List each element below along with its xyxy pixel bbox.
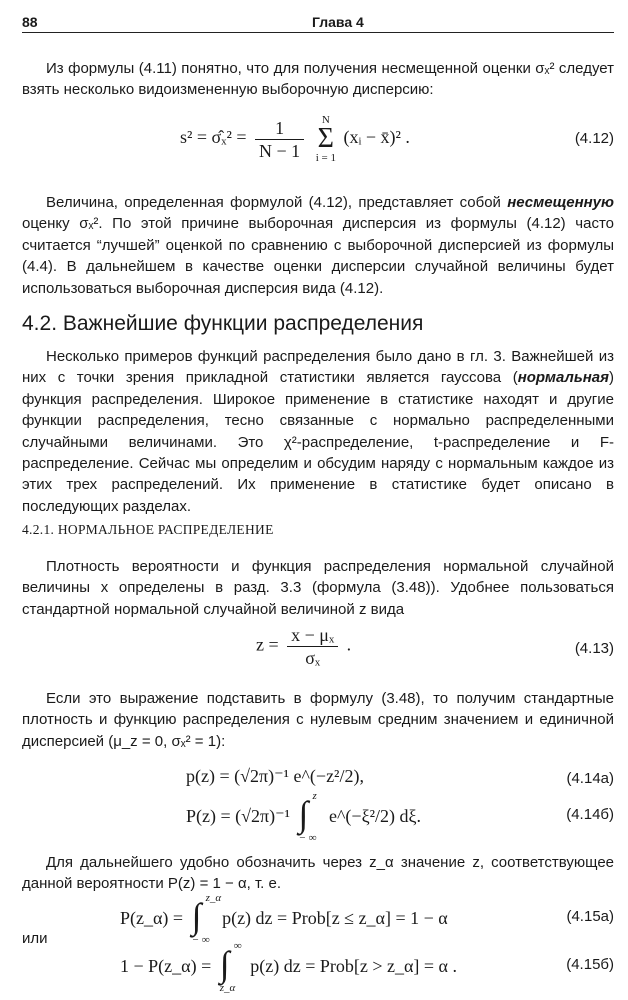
equation-4-15b — [0, 940, 628, 996]
equation-number: (4.12) — [574, 130, 614, 147]
equation-4-13-formula — [256, 624, 351, 669]
equation-number: (4.14б) — [566, 806, 614, 823]
emphasis-normal: нормальная — [517, 369, 609, 387]
para2-after: оценку σₓ². По этой причине выборочная дисперсия из формулы (4.12) часто считается “лучшей” оценкой по сравнению с выборочной дисперсией из формулы (4.4). В дальнейшем в качестве оценки дисперсии случайной величины будет использоваться выборочная дисперсия вида (4.12). — [22, 215, 614, 297]
eq-4-14b-body: e^(−ξ²/2) dξ. — [329, 806, 422, 827]
paragraph-unbiased-intro: Из формулы (4.11) понятно, что для получения несмещенной оценки σₓ² следует взять несколько видоизмененную выборочную дисперсию: — [22, 60, 614, 99]
equation-number: (4.13) — [574, 640, 614, 657]
integral-lower-limit: − ∞ — [298, 832, 317, 844]
integral-operator — [190, 892, 222, 946]
equation-number: (4.15б) — [566, 956, 614, 973]
eq-4-12-lhs: s² = σ̂ₓ² = — [180, 127, 247, 148]
integral-lower-limit: − ∞ — [191, 934, 210, 946]
eq-4-12-fraction — [255, 117, 304, 162]
eq-4-12-body: (xᵢ − x̄)² . — [343, 127, 410, 148]
integral-symbol: ∫ — [298, 794, 309, 834]
or-label: или — [22, 930, 48, 947]
eq-4-12-denominator: N − 1 — [259, 140, 301, 161]
integral-operator — [297, 790, 323, 844]
paragraph-distributions-intro — [22, 346, 614, 517]
eq-4-15a-lhs: P(z_α) = — [120, 908, 184, 929]
section-heading: 4.2. Важнейшие функции распределения — [22, 312, 424, 335]
equation-number: (4.15а) — [566, 908, 614, 925]
eq-4-13-tail: . — [346, 634, 352, 655]
page-number: 88 — [22, 14, 38, 30]
paragraph-unbiased-definition — [22, 192, 614, 299]
sigma-symbol: Σ — [317, 123, 334, 154]
paragraph-standard-normal: Если это выражение подставить в формулу (3.48), то получим стандартные плотность и функцию распределения с нулевым средним значением и единичной дисперсией (μ_z = 0, σₓ² = 1): — [22, 690, 614, 750]
para3-before: Несколько примеров функций распределения было дано в гл. 3. Важнейшей из них с точки зрения прикладной статистики является гауссова ( — [22, 348, 614, 387]
equation-4-12-formula — [180, 114, 410, 164]
equation-number: (4.14а) — [566, 770, 614, 787]
paragraph-normal-density: Плотность вероятности и функция распределения нормальной случайной величины x определены в разд. 3.3 (формула (3.48)). Удобнее пользоваться стандартной нормальной случайной величиной z вида — [22, 558, 614, 618]
eq-4-15a-body: p(z) dz = Prob[z ≤ z_α] = 1 − α — [222, 908, 448, 929]
eq-4-12-numerator: 1 — [255, 117, 304, 140]
eq-4-15b-body: p(z) dz = Prob[z > z_α] = α . — [250, 956, 457, 977]
equation-4-14a-formula: p(z) = (√2π)⁻¹ e^(−z²/2), — [186, 766, 364, 786]
equation-4-12 — [0, 112, 628, 168]
subsection-heading: 4.2.1. НОРМАЛЬНОЕ РАСПРЕДЕЛЕНИЕ — [22, 522, 274, 537]
running-head — [22, 10, 614, 33]
integral-symbol: ∫ — [191, 896, 202, 936]
sum-upper-limit: N — [321, 114, 330, 126]
integral-upper-limit: z — [312, 790, 317, 802]
para2-before: Величина, определенная формулой (4.12), представляет собой — [46, 194, 508, 211]
eq-4-13-fraction — [287, 624, 338, 669]
equation-4-15a-formula — [120, 892, 448, 946]
eq-4-15b-lhs: 1 − P(z_α) = — [120, 956, 212, 977]
sum-lower-limit: i = 1 — [315, 152, 336, 164]
eq-4-13-denominator: σₓ — [305, 648, 321, 668]
equation-4-14b-formula — [186, 790, 422, 844]
sum-operator — [316, 114, 336, 164]
equation-4-15a — [0, 892, 628, 948]
eq-4-14b-lhs: P(z) = (√2π)⁻¹ — [186, 806, 290, 827]
integral-operator — [218, 940, 244, 994]
eq-4-13-numerator: x − μₓ — [287, 624, 338, 647]
integral-upper-limit: z_α — [205, 892, 222, 904]
integral-upper-limit: ∞ — [233, 940, 242, 952]
emphasis-unbiased: несмещенную — [507, 194, 614, 211]
integral-symbol: ∫ — [219, 944, 230, 984]
chapter-title: Глава 4 — [312, 14, 364, 30]
paragraph-z-alpha: Для дальнейшего удобно обозначить через z_α значение z, соответствующее данной вероятности P(z) = 1 − α, т. е. — [22, 854, 614, 893]
eq-4-13-lhs: z = — [256, 634, 279, 655]
equation-4-14b — [0, 790, 628, 846]
para3-after: ) функция распределения. Широкое применение в статистике находят и другие функции распределения, тесно связанные с нормально распределенными случайными величинами. Это χ²-распределение, t-распределение и F-распределение. Сейчас мы определим и обсудим наряду с нормальным каждое из этих трех распределений. Их применение в статистике будет описано в последующих разделах. — [22, 369, 614, 515]
integral-lower-limit: z_α — [219, 982, 236, 994]
equation-4-13 — [0, 622, 628, 678]
equation-4-15b-formula — [120, 940, 457, 994]
